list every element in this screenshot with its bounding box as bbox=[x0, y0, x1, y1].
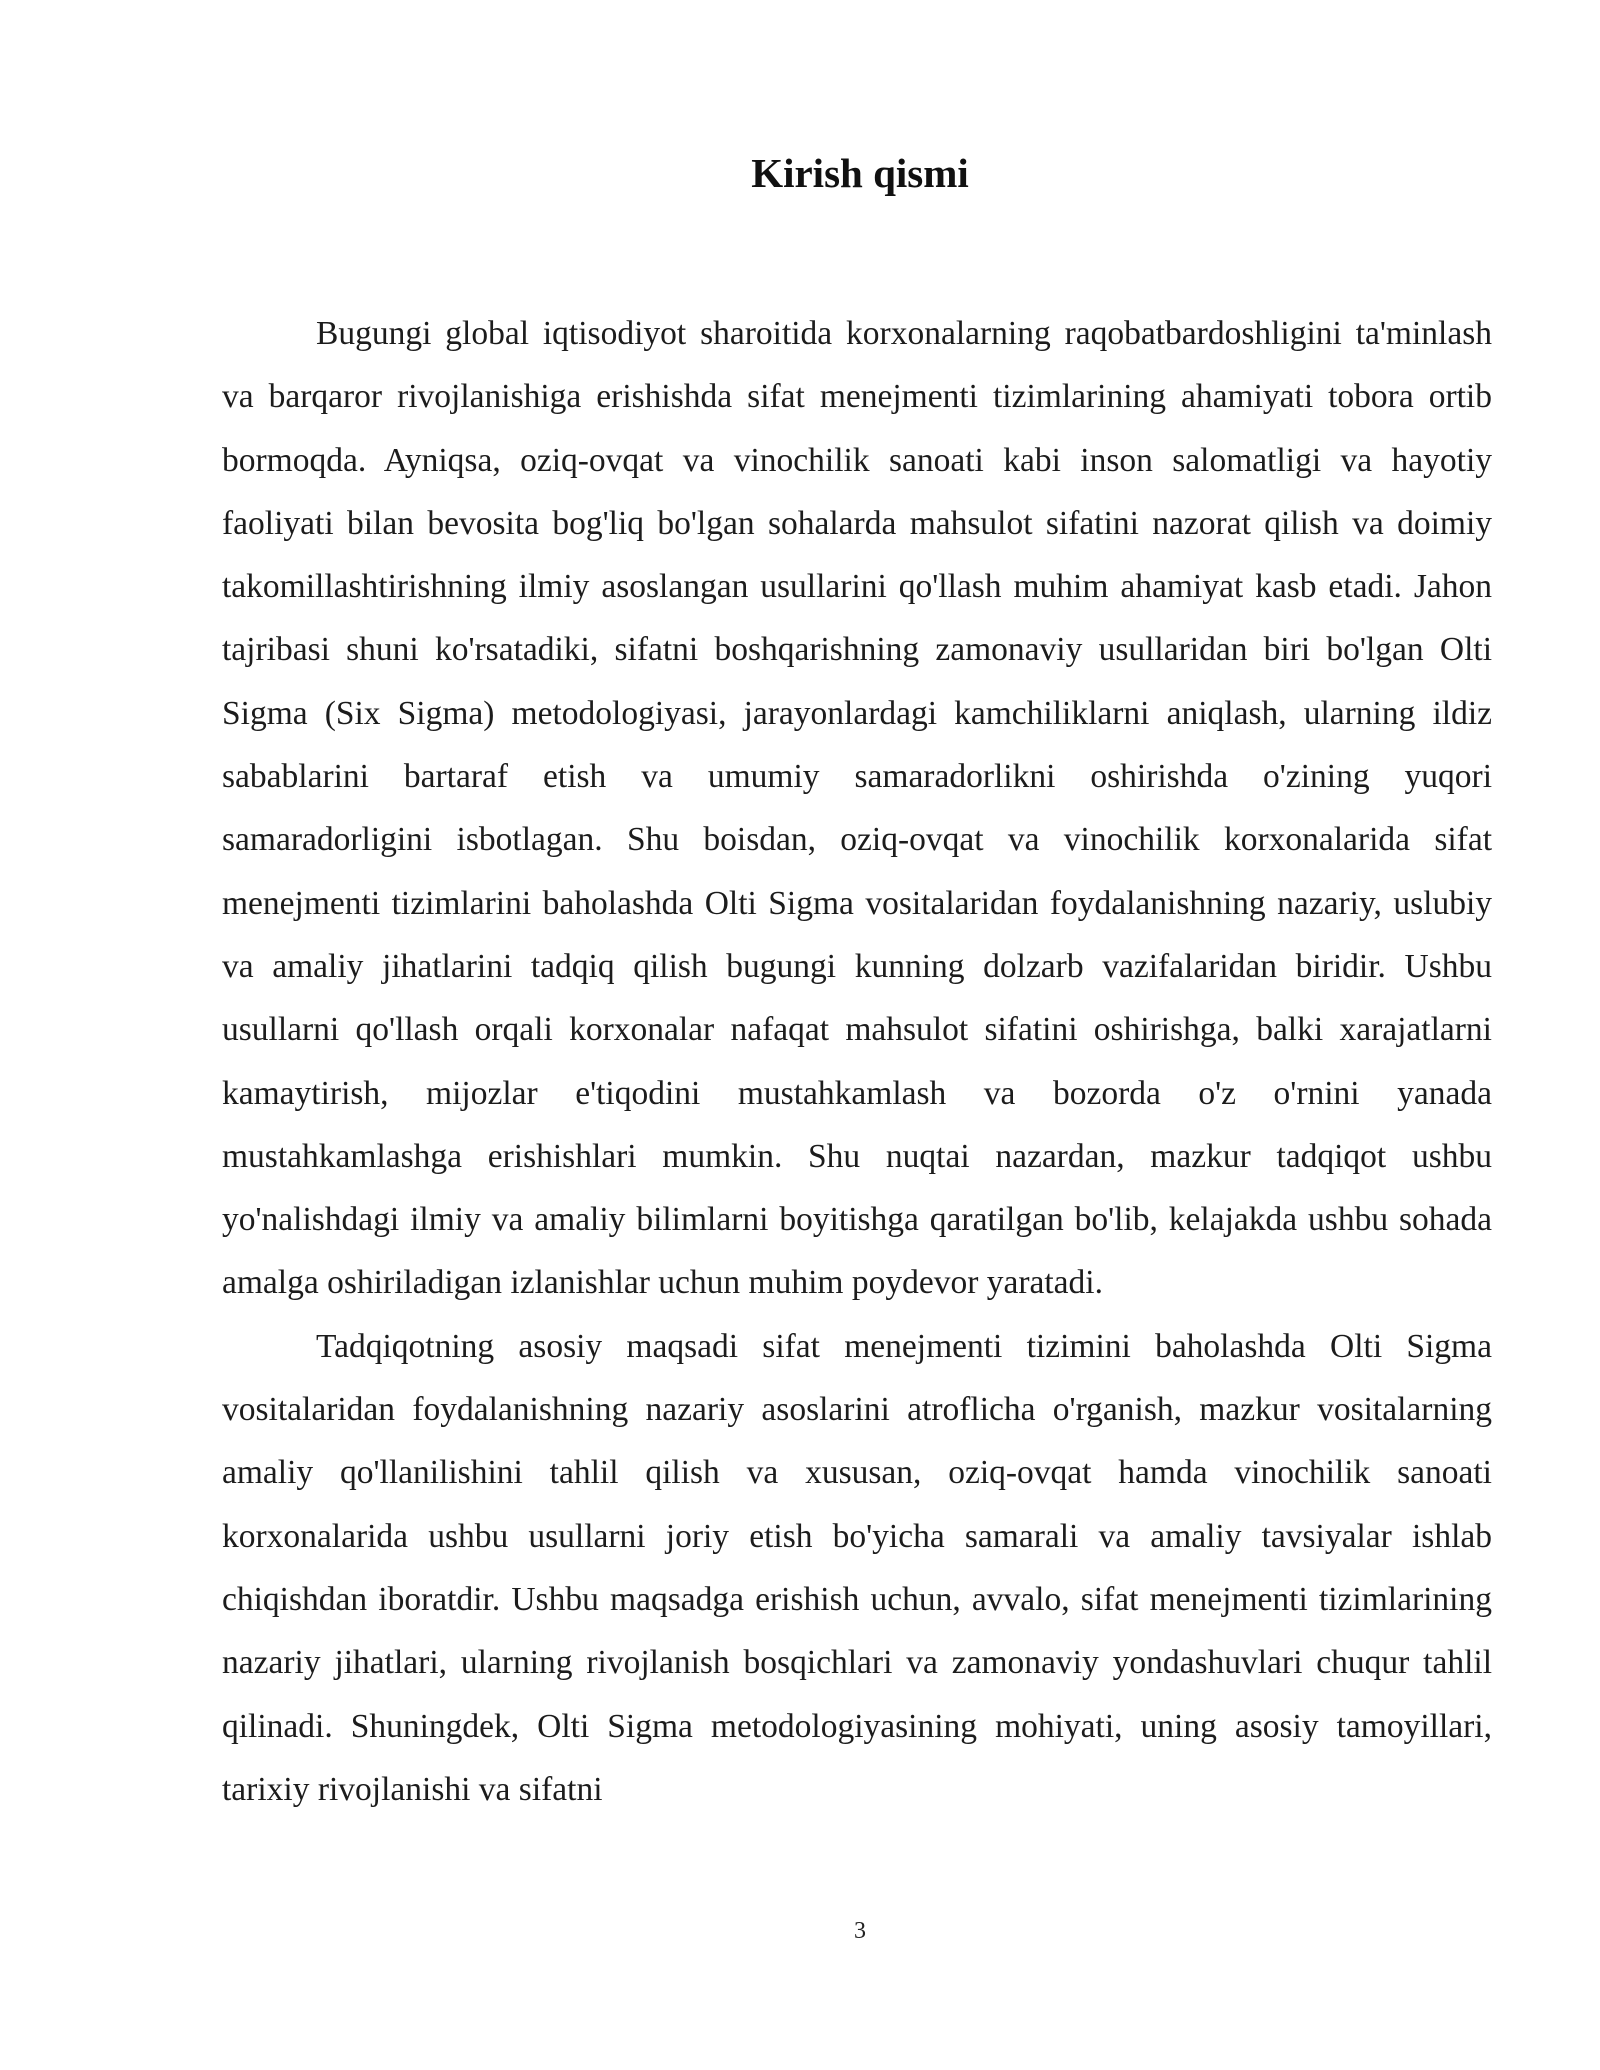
paragraph-1: Bugungi global iqtisodiyot sharoitida korxonalarning raqobatbardoshligini ta'minlash va barqaror rivojlanishiga erishishda sifat menejmenti tizimlarining ahamiyati tobora ortib bormoqda. Ayniqsa, oziq-ovqat va vinochilik sanoati kabi inson salomatligi va hayotiy faoliyati bilan bevosita bog'liq bo'lgan sohalarda mahsulot sifatini nazorat qilish va doimiy takomillashtirishning ilmiy asoslangan usullarini qo'llash muhim ahamiyat kasb etadi. Jahon tajribasi shuni ko'rsatadiki, sifatni boshqarishning zamonaviy usullaridan biri bo'lgan Olti Sigma (Six Sigma) metodologiyasi, jarayonlardagi kamchiliklarni aniqlash, ularning ildiz sabablarini bartaraf etish va umumiy samaradorlikni oshirishda o'zining yuqori samaradorligini isbotlagan. Shu boisdan, oziq-ovqat va vinochilik korxonalarida sifat menejmenti tizimlarini baholashda Olti Sigma vositalaridan foydalanishning nazariy, uslubiy va amaliy jihatlarini tadqiq qilish bugungi kunning dolzarb vazifalaridan biridir. Ushbu usullarni qo'llash orqali korxonalar nafaqat mahsulot sifatini oshirishga, balki xarajatlarni kamaytirish, mijozlar e'tiqodini mustahkamlash va bozorda o'z o'rnini yanada mustahkamlashga erishishlari mumkin. Shu nuqtai nazardan, mazkur tadqiqot ushbu yo'nalishdagi ilmiy va amaliy bilimlarni boyitishga qaratilgan bo'lib, kelajakda ushbu sohada amalga oshiriladigan izlanishlar uchun muhim poydevor yaratadi. bbox=[222, 315, 1492, 1302]
body-text bbox=[222, 302, 1492, 1821]
page-number: 3 bbox=[854, 1918, 866, 1944]
page-title: Kirish qismi bbox=[751, 150, 969, 196]
paragraph-2: Tadqiqotning asosiy maqsadi sifat menejmenti tizimini baholashda Olti Sigma vositalaridan foydalanishning nazariy asoslarini atroflicha o'rganish, mazkur vositalarning amaliy qo'llanilishini tahlil qilish va xususan, oziq-ovqat hamda vinochilik sanoati korxonalarida ushbu usullarni joriy etish bo'yicha samarali va amaliy tavsiyalar ishlab chiqishdan iboratdir. Ushbu maqsadga erishish uchun, avvalo, sifat menejmenti tizimlarining nazariy jihatlari, ularning rivojlanish bosqichlari va zamonaviy yondashuvlari chuqur tahlil qilinadi. Shuningdek, Olti Sigma metodologiyasining mohiyati, uning asosiy tamoyillari, tarixiy rivojlanishi va sifatni bbox=[222, 1327, 1492, 1808]
